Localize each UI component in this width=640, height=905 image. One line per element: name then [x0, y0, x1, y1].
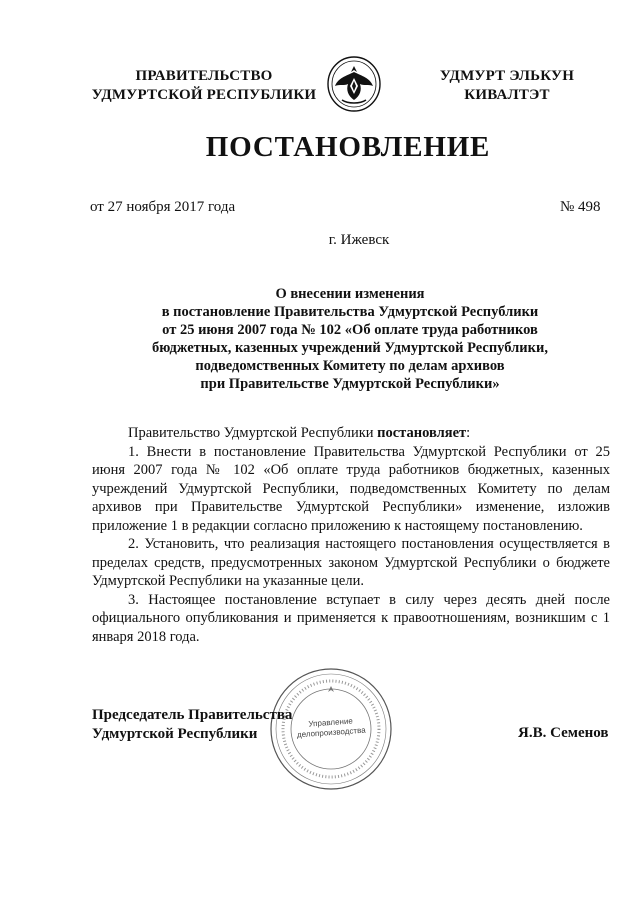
- body-paragraph-3: 3. Настоящее постановление вступает в силу через десять дней после официального опубликования и применяется к правоотношениям, возникшим с 1 января 2018 года.: [92, 591, 610, 645]
- subject-line: от 25 июня 2007 года № 102 «Об оплате труда работников: [162, 322, 538, 338]
- body-intro: [92, 424, 610, 443]
- stamp-line2: делопроизводства: [296, 725, 366, 740]
- header-left-line2: УДМУРТСКОЙ РЕСПУБЛИКИ: [91, 87, 317, 103]
- subject-line: в постановление Правительства Удмуртской Республики: [161, 304, 539, 320]
- signatory-name: Я.В. Семенов: [518, 725, 609, 741]
- signatory-position: [92, 706, 292, 744]
- signatory-position-line2: Удмуртской Республики: [92, 726, 258, 742]
- intro-colon: :: [466, 425, 471, 441]
- stamp-line1: Управление: [308, 716, 354, 729]
- subject-line: при Правительстве Удмуртской Республики»: [200, 376, 500, 392]
- header-left-line1: ПРАВИТЕЛЬСТВО: [135, 68, 273, 84]
- document-subject: [110, 285, 590, 393]
- document-number: № 498: [560, 199, 601, 215]
- subject-line: подведомственных Комитету по делам архивов: [195, 358, 505, 374]
- signatory-position-line1: Председатель Правительства: [92, 707, 293, 723]
- header-right-line1: УДМУРТ ЭЛЬКУН: [439, 68, 575, 84]
- document-date: от 27 ноября 2017 года: [90, 199, 236, 215]
- body-paragraph-1: 1. Внести в постановление Правительства Удмуртской Республики от 25 июня 2007 года № 102 «Об оплате труда работников бюджетных, казенных учреждений Удмуртской Республики, подведомственных Комитету по делам архивов при Правительстве Удмуртской Республики» изменение, изложив приложение 1 в редакции согласно приложению к настоящему постановлению.: [92, 443, 610, 534]
- intro-decree-word: постановляет: [377, 425, 467, 441]
- body-paragraph-2: 2. Установить, что реализация настоящего постановления осуществляется в пределах средств, предусмотренных законом Удмуртской Республики о бюджете Удмуртской Республики на указанные цели.: [92, 536, 610, 589]
- header-right: [432, 67, 582, 105]
- document-city: г. Ижевск: [328, 232, 390, 248]
- subject-line: бюджетных, казенных учреждений Удмуртской Республики,: [152, 340, 548, 356]
- subject-line: О внесении изменения: [275, 286, 425, 302]
- intro-text: Правительство Удмуртской Республики: [128, 425, 378, 441]
- document-title: ПОСТАНОВЛЕНИЕ: [205, 131, 491, 163]
- udmurt-coat-of-arms-icon: [326, 56, 382, 112]
- header-right-line2: КИВАЛТЭТ: [464, 87, 550, 103]
- document-body: [92, 424, 610, 646]
- header-left: [88, 67, 320, 105]
